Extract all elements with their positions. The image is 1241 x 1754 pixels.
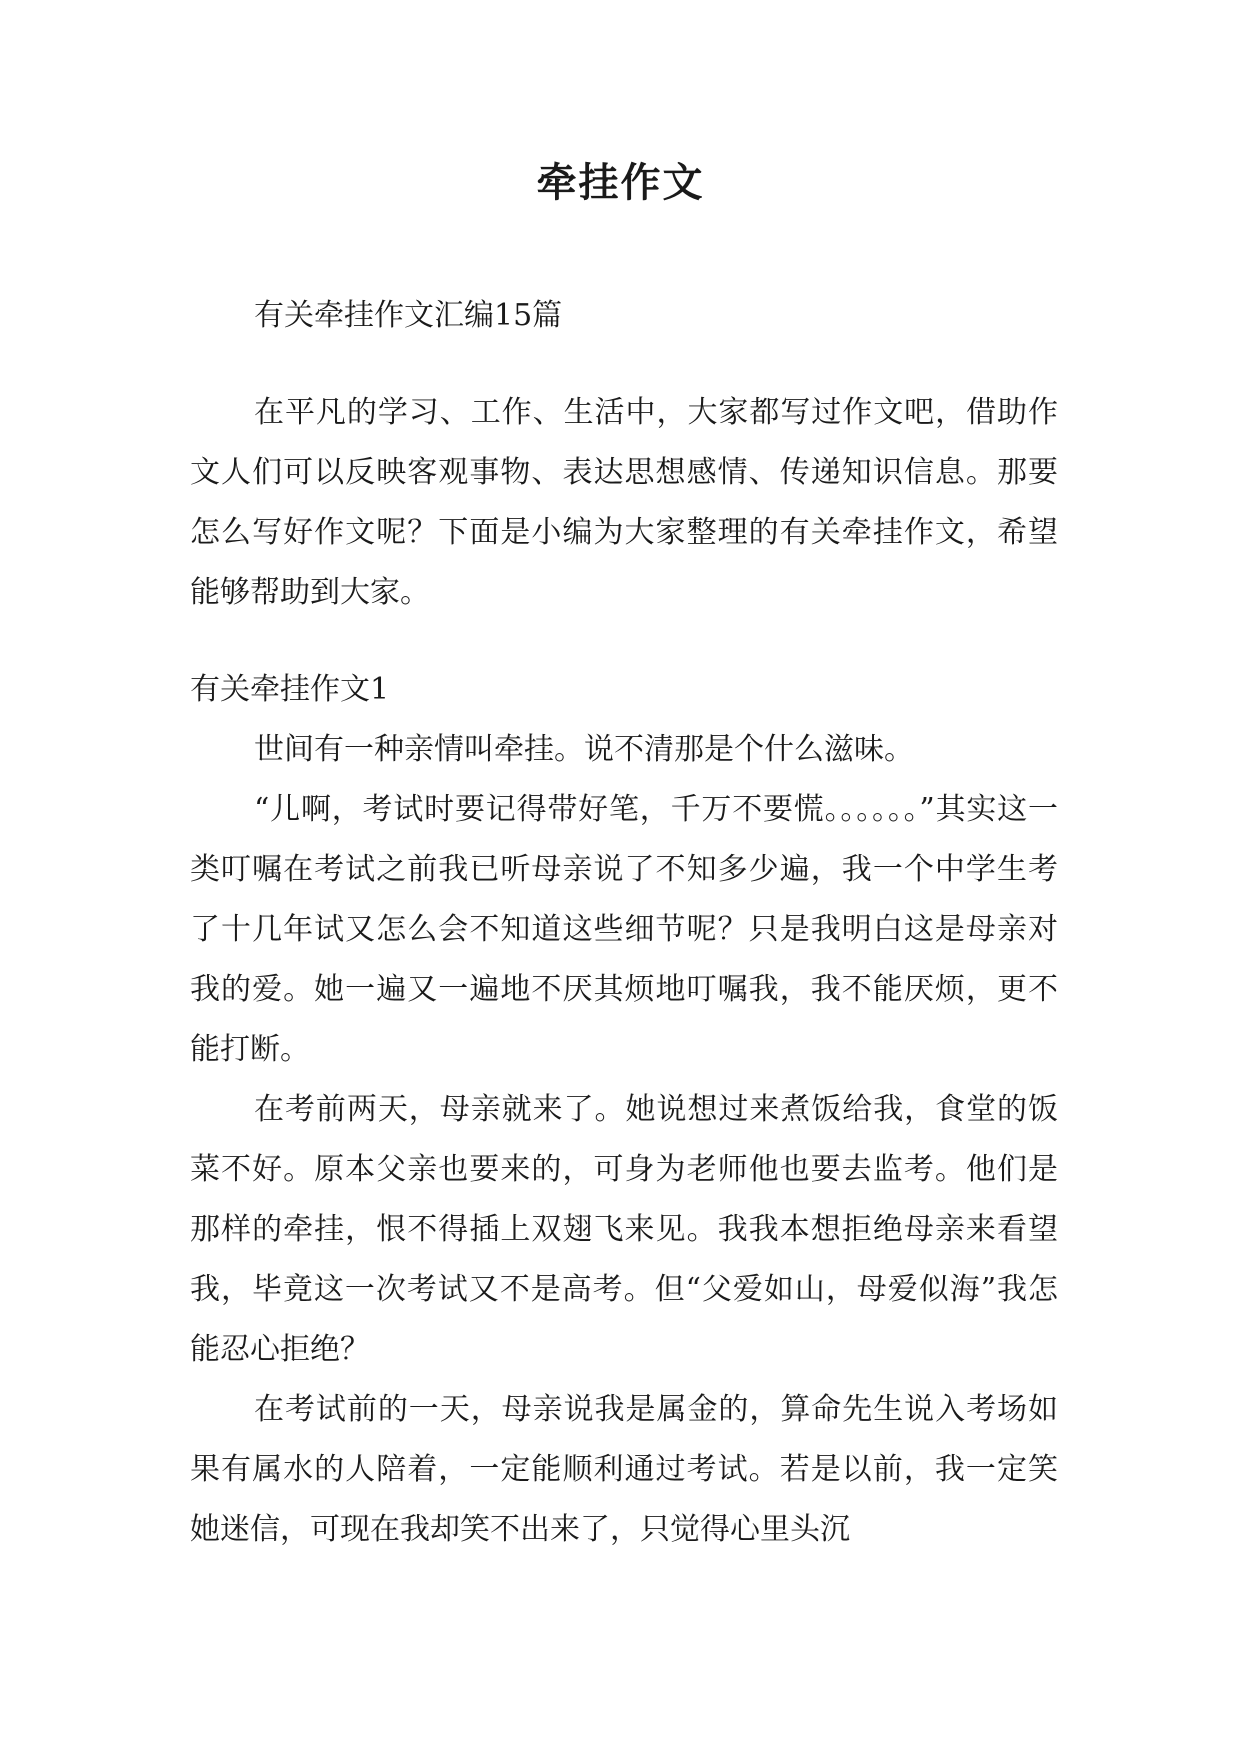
section-heading: 有关牵挂作文1 (190, 672, 390, 707)
body-paragraph: 在考前两天，母亲就来了。她说想过来煮饭给我，食堂的饭菜不好。原本父亲也要来的，可身为老师他也要去监考。他们是那样的牵挂，恨不得插上双翅飞来见。我我本想拒绝母亲来看望我，毕竟这一次考试又不是高考。但“父爱如山，母爱似海”我怎能忍心拒绝？ (190, 1092, 1058, 1367)
body-paragraph: “儿啊，考试时要记得带好笔，千万不要慌。。。。。。”其实这一类叮嘱在考试之前我已听母亲说了不知多少遍，我一个中学生考了十几年试又怎么会不知道这些细节呢？只是我明白这是母亲对我的爱。她一遍又一遍地不厌其烦地叮嘱我，我不能厌烦，更不能打断。 (190, 792, 1058, 1067)
document-title: 牵挂作文 (536, 160, 705, 206)
body-paragraph: 在考试前的一天，母亲说我是属金的，算命先生说入考场如果有属水的人陪着，一定能顺利通过考试。若是以前，我一定笑她迷信，可现在我却笑不出来了，只觉得心里头沉 (190, 1392, 1058, 1547)
intro-paragraph: 在平凡的学习、工作、生活中，大家都写过作文吧，借助作文人们可以反映客观事物、表达思想感情、传递知识信息。那要怎么写好作文呢？下面是小编为大家整理的有关牵挂作文，希望能够帮助到大家。 (190, 395, 1058, 610)
document-subtitle: 有关牵挂作文汇编15篇 (254, 298, 563, 333)
body-paragraph: 世间有一种亲情叫牵挂。说不清那是个什么滋味。 (254, 732, 914, 767)
document-body (190, 286, 1058, 1560)
